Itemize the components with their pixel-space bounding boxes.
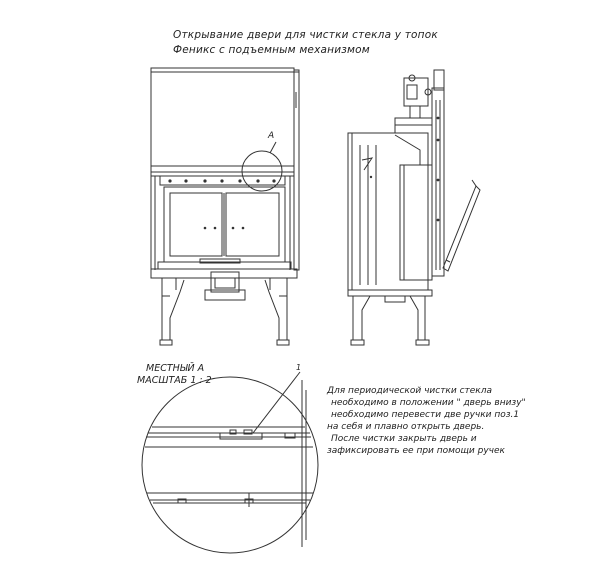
opened-glass-door bbox=[443, 186, 480, 271]
side-view bbox=[348, 70, 480, 345]
lift-mechanism-column bbox=[432, 88, 444, 276]
instruction-line-3: необходимо перевести две ручки поз.1 bbox=[331, 410, 520, 420]
lifting-door-panel bbox=[151, 68, 294, 166]
instruction-line-6: зафиксировать ее при помощи ручек bbox=[327, 446, 505, 456]
glass-right bbox=[226, 193, 279, 256]
front-view bbox=[151, 68, 299, 345]
glass-left bbox=[170, 193, 222, 256]
drawing-title-line-2: Феникс с подъемным механизмом bbox=[173, 44, 370, 56]
instruction-line-2: необходимо в положении " дверь внизу" bbox=[331, 398, 526, 408]
detail-a-boundary bbox=[142, 377, 318, 553]
detail-scale-label: МАСШТАБ 1 : 2 bbox=[137, 375, 212, 386]
door-handle-pos1 bbox=[220, 433, 262, 439]
instruction-line-4: на себя и плавно открыть дверь. bbox=[327, 422, 485, 432]
detail-name-label: МЕСТНЫЙ А bbox=[146, 363, 205, 374]
instruction-line-1: Для периодической чистки стекла bbox=[327, 386, 493, 396]
position-1-label: 1 bbox=[296, 363, 302, 372]
instruction-line-5: После чистки закрыть дверь и bbox=[331, 434, 477, 444]
callout-a-label: A bbox=[268, 131, 275, 141]
detail-a-view bbox=[142, 372, 318, 553]
drawing-title-line-1: Открывание двери для чистки стекла у топок bbox=[173, 29, 438, 41]
